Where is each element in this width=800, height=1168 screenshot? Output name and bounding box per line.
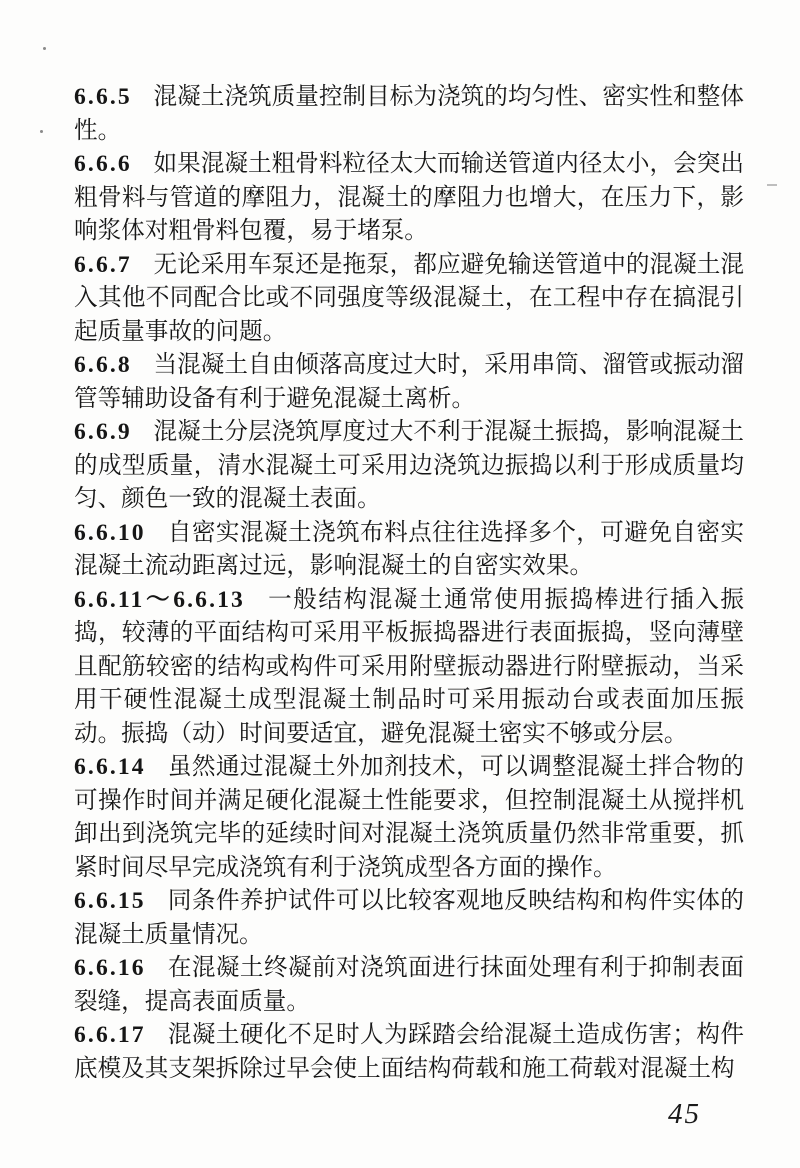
page-number: 45 [668, 1098, 701, 1130]
scan-speck [43, 47, 46, 50]
clause-6-6-11-to-6-6-13 [74, 584, 744, 752]
clause-number: 6.6.16 [74, 955, 146, 981]
clause-6-6-9 [74, 416, 744, 517]
clause-text: 自密实混凝土浇筑布料点往往选择多个，可避免自密实混凝土流动距离过远，影响混凝土的自密实效果。 [74, 519, 744, 579]
clause-6-6-17 [74, 1019, 744, 1086]
clause-6-6-10 [74, 517, 744, 584]
clause-6-6-5 [74, 81, 744, 148]
clause-text: 在混凝土终凝前对浇筑面进行抹面处理有利于抑制表面裂缝，提高表面质量。 [74, 955, 744, 1015]
clause-number: 6.6.17 [74, 1022, 146, 1048]
clause-text: 一般结构混凝土通常使用振捣棒进行插入振捣，较薄的平面结构可采用平板振捣器进行表面振捣，竖向薄壁且配筋较密的结构或构件可采用附壁振动器进行附壁振动，当采用干硬性混凝土成型混凝土制品时可采用振动台或表面加压振动。振捣（动）时间要适宜，避免混凝土密实不够或分层。 [74, 586, 744, 747]
clause-text: 混凝土分层浇筑厚度过大不利于混凝土振捣，影响混凝土的成型质量，清水混凝土可采用边浇筑边振捣以利于形成质量均匀、颜色一致的混凝土表面。 [74, 419, 744, 512]
clause-number: 6.6.8 [74, 352, 132, 378]
clause-text: 混凝土浇筑质量控制目标为浇筑的均匀性、密实性和整体性。 [74, 84, 744, 144]
clause-text: 混凝土硬化不足时人为踩踏会给混凝土造成伤害；构件底模及其支架拆除过早会使上面结构荷载和施工荷载对混凝土构 [74, 1022, 744, 1082]
clause-6-6-15 [74, 885, 744, 952]
clause-6-6-6 [74, 148, 744, 249]
scan-speck [767, 184, 777, 186]
clause-number: 6.6.6 [74, 151, 132, 177]
clause-text: 同条件养护试件可以比较客观地反映结构和构件实体的混凝土质量情况。 [74, 888, 744, 948]
clause-6-6-14 [74, 751, 744, 885]
clause-6-6-16 [74, 952, 744, 1019]
clause-number: 6.6.9 [74, 419, 132, 445]
scan-speck [40, 130, 43, 133]
clause-number: 6.6.11～6.6.13 [74, 586, 245, 613]
clause-text: 当混凝土自由倾落高度过大时，采用串筒、溜管或振动溜管等辅助设备有利于避免混凝土离析。 [74, 352, 744, 412]
clause-number: 6.6.7 [74, 251, 132, 278]
clause-number: 6.6.14 [74, 754, 146, 780]
clause-number: 6.6.15 [74, 888, 146, 914]
clause-number: 6.6.5 [74, 84, 132, 110]
clause-number: 6.6.10 [74, 519, 146, 546]
clause-6-6-8 [74, 349, 744, 416]
clause-text: 无论采用车泵还是拖泵，都应避免输送管道中的混凝土混入其他不同配合比或不同强度等级混凝土，在工程中存在搞混引起质量事故的问题。 [74, 251, 744, 345]
clause-list [74, 81, 744, 1086]
clause-text: 虽然通过混凝土外加剂技术，可以调整混凝土拌合物的可操作时间并满足硬化混凝土性能要求，但控制混凝土从搅拌机卸出到浇筑完毕的延续时间对混凝土浇筑质量仍然非常重要，抓紧时间尽早完成浇筑有利于浇筑成型各方面的操作。 [74, 754, 744, 881]
clause-6-6-7 [74, 249, 744, 350]
clause-text: 如果混凝土粗骨料粒径太大而输送管道内径太小，会突出粗骨料与管道的摩阻力，混凝土的摩阻力也增大，在压力下，影响浆体对粗骨料包覆，易于堵泵。 [74, 151, 744, 244]
